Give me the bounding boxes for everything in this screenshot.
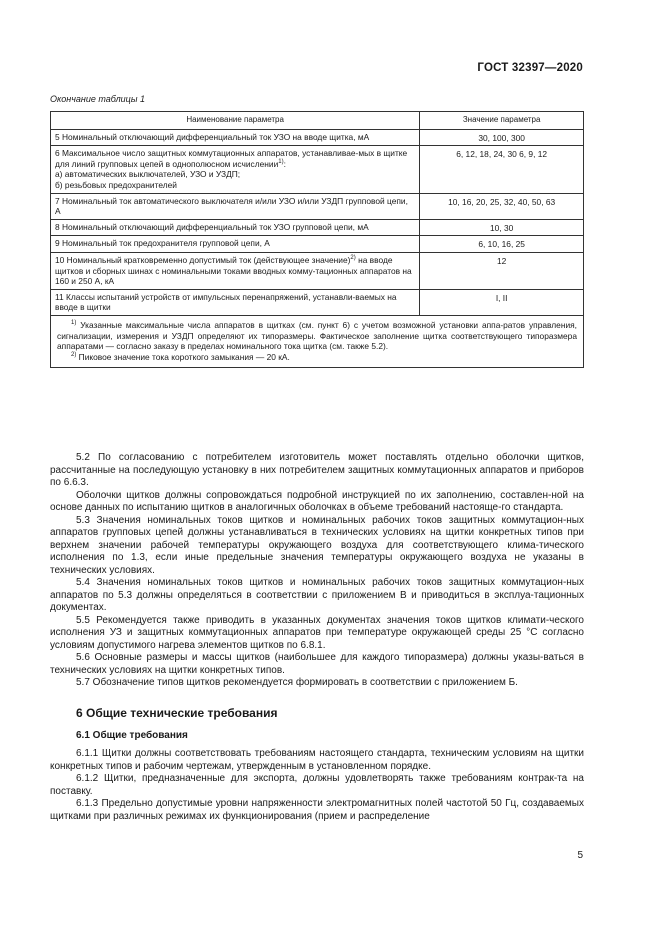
param-cell: 7 Номинальный ток автоматического выключателя и/или УЗО и/или УЗДП групповой цепи, А [51, 193, 420, 219]
table-caption: Окончание таблицы 1 [50, 94, 145, 104]
param-text: на вводе щитков и сборных шинах с номинальными токами вводных комму-тационных аппаратов на 160 и 250 А, кА [55, 254, 412, 287]
table-notes-row [51, 315, 584, 367]
paragraph-6-1-1: 6.1.1 Щитки должны соответствовать требованиям настоящего стандарта, техническим условиям на щитки конкретных типов и рабочим чертежам, утвержденным в установленном порядке. [50, 748, 584, 772]
table-row [51, 219, 584, 236]
paragraph-5-3: 5.3 Значения номинальных токов щитков и номинальных рабочих токов защитных коммутацион-ных аппаратов групповых цепей должны устанавливаться в технических условиях на щитки конкретных типов при верхнем значении рабочей температуры окружающего воздуха для соответствующего клима-тического исполнения по 1.3, если иные предельные значения температуры окружающего воздуха не указаны в технических условиях. [50, 514, 584, 576]
table-header-row [51, 112, 584, 130]
section-heading: 6 Общие технические требования [76, 705, 278, 720]
page-number: 5 [577, 850, 583, 861]
param-cell [51, 146, 420, 193]
param-cell: 11 Классы испытаний устройств от импульсных перенапряжений, устанавли-ваемых на вводе в щитки [51, 289, 420, 315]
paragraph-5-2-continued: Оболочки щитков должны сопровождаться подробной инструкцией по их заполнению, составлен-ной на основе данных по испытанию щитков в аналогичных оболочках в объеме требований настояще-го стандарта. [50, 489, 584, 513]
value-cell: 12 [420, 252, 584, 289]
table-row [51, 193, 584, 219]
paragraph-5-6: 5.6 Основные размеры и массы щитков (наибольшее для каждого типоразмера) должны указы-ваться в технических условиях на щитки конкретных типов. [50, 652, 584, 676]
paragraph-5-2: 5.2 По согласованию с потребителем изготовитель может поставлять отдельно оболочки щитков, рассчитанные на последующую установку в них потребителем защитных коммутационных аппаратов и приборов по 6.6.3. [50, 452, 584, 488]
paragraph-5-4: 5.4 Значения номинальных токов щитков и номинальных рабочих токов защитных коммутацион-ных аппаратов по 5.3 должны определяться в соответствии с приложением В и приводиться в эксплуа-тационных документах. [50, 577, 584, 613]
standard-code: ГОСТ 32397—2020 [477, 62, 583, 74]
footnote [57, 352, 577, 363]
paragraph-5-7: 5.7 Обозначение типов щитков рекомендуется формировать в соответствии с приложением Б. [76, 677, 518, 688]
value-cell: 6, 10, 16, 25 [420, 236, 584, 253]
param-subitem: а) автоматических выключателей, УЗО и УЗДП; [55, 169, 241, 180]
paragraph-6-1-2: 6.1.2 Щитки, предназначенные для экспорта, должны удовлетворять также требованиям контрак-та на поставку. [50, 773, 584, 797]
body-text [50, 452, 584, 823]
footnote-mark: 2) [71, 351, 77, 358]
footnote-text: Пиковое значение тока короткого замыкания — 20 кА. [76, 351, 290, 362]
value-cell: 30, 100, 300 [420, 129, 584, 146]
value-cell: 6, 12, 18, 24, 30 6, 9, 12 [420, 146, 584, 193]
table-row [51, 289, 584, 315]
paragraph-5-5: 5.5 Рекомендуется также приводить в указанных документах значения токов щитков климати-ческого исполнения УЗ и защитных коммутационных аппаратов при температуре окружающей среды 25 °С согласно условиям допустимого нагрева элементов щитков по 6.8.1. [50, 614, 584, 651]
param-cell: 8 Номинальный отключающий дифференциальный ток УЗО групповой цепи, мА [51, 219, 420, 236]
param-subitem: б) резьбовых предохранителей [55, 179, 177, 190]
table-notes [51, 315, 584, 367]
footnote-ref: 2) [350, 254, 356, 261]
param-text: 6 Максимальное число защитных коммутационных аппаратов, устанавливае-мых в щитке для линий групповых цепей в однополюсном исчислении [55, 148, 408, 169]
table-row [51, 129, 584, 146]
paragraph-6-1-3: 6.1.3 Предельно допустимые уровни напряженности электромагнитных полей частотой 50 Гц, создаваемых щитками при различных режимах их функционирования (прием и распределение [50, 798, 584, 822]
value-cell: 10, 30 [420, 219, 584, 236]
param-cell [51, 252, 420, 289]
param-text: 10 Номинальный кратковременно допустимый ток (действующее значение) [55, 254, 351, 265]
footnote-ref: 1) [278, 158, 284, 165]
footnote-mark: 1) [71, 319, 77, 326]
param-cell: 9 Номинальный ток предохранителя групповой цепи, А [51, 236, 420, 253]
table-row [51, 252, 584, 289]
param-cell: 5 Номинальный отключающий дифференциальный ток УЗО на вводе щитка, мА [51, 129, 420, 146]
column-header-value: Значение параметра [420, 112, 584, 130]
value-cell: I, II [420, 289, 584, 315]
footnote [57, 320, 577, 352]
table-row [51, 146, 584, 193]
footnote-text: Указанные максимальные числа аппаратов в щитках (см. пункт 6) с учетом возможной установки аппа-ратов управления, сигнализации, измерения и УЗДП определяют их типоразмеры. Фактическое заполнение щитка соответствующего типоразмера аппаратами — согласно заказу в пределах номинального тока щитка (см. также 5.2). [57, 319, 577, 352]
parameters-table [50, 111, 584, 368]
param-text: : [283, 158, 286, 169]
value-cell: 10, 16, 20, 25, 32, 40, 50, 63 [420, 193, 584, 219]
table-row [51, 236, 584, 253]
subsection-heading: 6.1 Общие требования [76, 729, 188, 741]
column-header-param: Наименование параметра [51, 112, 420, 130]
